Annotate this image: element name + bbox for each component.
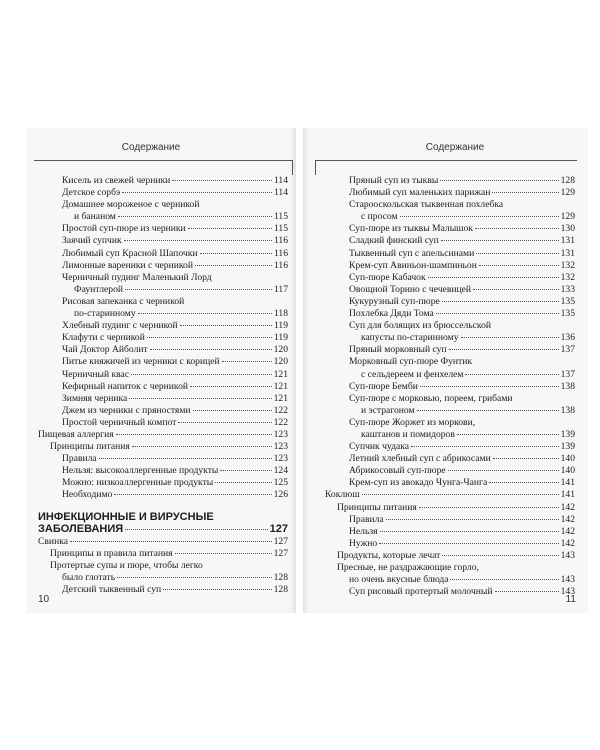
- toc-entry-title: Зимняя черника: [62, 392, 128, 404]
- dot-leader: [450, 579, 558, 580]
- dot-leader: [117, 577, 272, 578]
- toc-entry-title: Детский тыквенный суп: [62, 583, 162, 595]
- toc-entry[interactable]: [325, 356, 575, 380]
- toc-entry[interactable]: [38, 441, 288, 453]
- dot-leader: [195, 265, 272, 266]
- toc-entry-title: капусты по-старинному: [361, 332, 459, 344]
- toc-list: [325, 175, 575, 598]
- toc-page-number: 118: [273, 308, 288, 320]
- toc-page-number: 133: [560, 283, 575, 295]
- toc-entry[interactable]: [325, 393, 575, 417]
- toc-entry[interactable]: [38, 405, 288, 417]
- toc-page-number: 128: [273, 583, 288, 595]
- toc-entry-title: Пресные, не раздражающие горло,: [337, 562, 479, 573]
- toc-entry-title: Детское сорбэ: [62, 187, 121, 199]
- dot-leader: [118, 216, 272, 217]
- toc-entry-title: Лимонные вареники с черникой: [62, 259, 193, 271]
- toc-entry-title: Черничный пудинг Маленький Лорд: [62, 271, 212, 283]
- toc-entry-title: Принципы питания: [337, 501, 417, 513]
- toc-page-number: 135: [560, 308, 575, 320]
- section-gap: [38, 502, 288, 511]
- toc-entry[interactable]: [38, 175, 288, 187]
- toc-entry-title: Суп-пюре Кабачок: [349, 271, 426, 283]
- dot-leader: [147, 337, 272, 338]
- left-page: [26, 128, 296, 613]
- toc-entry-title: Заячий супчик: [62, 235, 122, 247]
- toc-page-number: 140: [560, 453, 575, 465]
- right-page: [303, 128, 588, 613]
- toc-entry[interactable]: [38, 381, 288, 393]
- toc-entry-title: и эстрагоном: [361, 404, 415, 416]
- dot-leader: [417, 410, 559, 411]
- toc-entry[interactable]: [325, 284, 575, 296]
- toc-entry-title: с просом: [361, 211, 398, 223]
- dot-leader: [188, 228, 272, 229]
- dot-leader: [440, 180, 558, 181]
- toc-entry-title: ИНФЕКЦИОННЫЕ И ВИРУСНЫЕ: [38, 510, 214, 523]
- toc-entry[interactable]: [38, 223, 288, 235]
- toc-entry[interactable]: [38, 548, 288, 560]
- toc-entry-title: Протертые супы и пюре, чтобы легко: [50, 559, 203, 571]
- toc-entry[interactable]: [38, 320, 288, 332]
- toc-entry[interactable]: [38, 393, 288, 405]
- toc-entry[interactable]: [325, 308, 575, 320]
- dot-leader: [172, 180, 272, 181]
- toc-entry[interactable]: [325, 187, 575, 199]
- toc-page-number: 127: [273, 535, 288, 547]
- toc-entry-title: Суп рисовый протертый молочный: [349, 586, 493, 598]
- toc-page-number: 139: [560, 441, 575, 453]
- dot-leader: [461, 337, 559, 338]
- toc-list: [38, 175, 288, 596]
- toc-page-number: 137: [560, 368, 575, 380]
- toc-page-number: 122: [273, 404, 288, 416]
- toc-page-number: 117: [273, 283, 288, 295]
- dot-leader: [492, 192, 558, 193]
- dot-leader: [428, 277, 559, 278]
- dot-leader: [150, 349, 272, 350]
- toc-entry[interactable]: [38, 536, 288, 548]
- toc-entry[interactable]: [38, 417, 288, 429]
- toc-page-number: 123: [273, 441, 288, 453]
- toc-entry-title: Принципы питания: [50, 441, 130, 453]
- toc-page-number: 127: [269, 523, 288, 536]
- dot-leader: [411, 446, 559, 447]
- toc-entry-title: Продукты, которые лечат: [337, 549, 441, 561]
- toc-entry-title: Сладкий финский суп: [349, 235, 439, 247]
- dot-leader: [489, 482, 558, 483]
- dot-leader: [449, 349, 559, 350]
- toc-entry-title: Простой черничный компот: [62, 416, 177, 428]
- running-head: Содержание: [425, 142, 485, 153]
- toc-entry-title: Нужно: [349, 537, 378, 549]
- toc-entry[interactable]: [325, 514, 575, 526]
- toc-entry[interactable]: [325, 586, 575, 598]
- toc-entry[interactable]: [38, 356, 288, 368]
- toc-entry-title: было глотать: [62, 571, 116, 583]
- toc-page-number: 130: [560, 223, 575, 235]
- toc-entry-title: Чай Доктор Айболит: [62, 344, 148, 356]
- dot-leader: [190, 386, 272, 387]
- toc-entry-title: Старооскольская тыквенная похлебка: [349, 199, 504, 211]
- toc-entry[interactable]: [38, 429, 288, 441]
- toc-page-number: 123: [273, 453, 288, 465]
- toc-entry[interactable]: [325, 199, 575, 223]
- dot-leader: [132, 446, 272, 447]
- toc-page-number: 131: [560, 235, 575, 247]
- toc-entry-title: Нельзя: высокоаллергенные продукты: [62, 465, 219, 477]
- toc-entry-title: Нельзя: [349, 525, 378, 537]
- toc-page-number: 114: [273, 187, 288, 199]
- toc-page-number: 115: [273, 211, 288, 223]
- toc-page-number: 137: [560, 344, 575, 356]
- toc-entry-title: Любимый суп Красной Шапочки: [62, 247, 198, 259]
- toc-entry[interactable]: [325, 235, 575, 247]
- toc-page-number: 135: [560, 295, 575, 307]
- toc-entry-title: Клафути с черникой: [62, 332, 145, 344]
- running-head: Содержание: [121, 142, 181, 153]
- dot-leader: [479, 265, 559, 266]
- toc-page-number: 122: [273, 416, 288, 428]
- toc-entry-title: но очень вкусные блюда: [349, 574, 449, 586]
- dot-leader: [380, 531, 559, 532]
- toc-page-number: 132: [560, 259, 575, 271]
- toc-page-number: 139: [560, 428, 575, 440]
- toc-page-number: 136: [560, 332, 575, 344]
- dot-leader: [400, 216, 559, 217]
- toc-page-number: 142: [560, 513, 575, 525]
- toc-entry-title: ЗАБОЛЕВАНИЯ: [38, 523, 124, 536]
- toc-entry-title: Овощной Торино с чечевицей: [349, 283, 472, 295]
- header-rule-tick: [292, 160, 293, 175]
- toc-page-number: 143: [560, 586, 575, 598]
- toc-entry-title: Коклюш: [325, 489, 360, 501]
- toc-entry[interactable]: [38, 344, 288, 356]
- toc-entry-title: Суп-пюре из тыквы Малышок: [349, 223, 473, 235]
- toc-page-number: 120: [273, 344, 288, 356]
- toc-entry[interactable]: [325, 502, 575, 514]
- dot-leader: [124, 240, 272, 241]
- dot-leader: [220, 470, 271, 471]
- toc-page-number: 131: [560, 247, 575, 259]
- dot-leader: [495, 591, 559, 592]
- toc-entry[interactable]: [325, 538, 575, 550]
- toc-entry-title: Пряный суп из тыквы: [349, 175, 439, 186]
- toc-entry[interactable]: [38, 465, 288, 477]
- dot-leader: [442, 555, 558, 556]
- toc-entry[interactable]: [325, 465, 575, 477]
- dot-leader: [70, 541, 272, 542]
- toc-entry[interactable]: [38, 235, 288, 247]
- toc-page-number: 114: [273, 175, 288, 186]
- toc-page-number: 142: [560, 537, 575, 549]
- toc-entry-title: Суп-пюре с морковью, пореем, грибами: [349, 392, 513, 404]
- dot-leader: [441, 240, 559, 241]
- dot-leader: [493, 458, 559, 459]
- toc-page-number: 142: [560, 501, 575, 513]
- toc-entry[interactable]: [325, 272, 575, 284]
- toc-page-number: 116: [273, 235, 288, 247]
- toc-entry[interactable]: [38, 260, 288, 272]
- dot-leader: [125, 529, 267, 530]
- toc-entry-title: с сельдереем и фенхелем: [361, 368, 464, 380]
- toc-entry[interactable]: [325, 248, 575, 260]
- toc-entry-title: Черничный квас: [62, 368, 130, 380]
- toc-entry[interactable]: [38, 296, 288, 320]
- toc-entry[interactable]: [38, 187, 288, 199]
- dot-leader: [476, 253, 558, 254]
- toc-page-number: 115: [273, 223, 288, 235]
- dot-leader: [129, 398, 271, 399]
- dot-leader: [138, 313, 272, 314]
- toc-entry[interactable]: [325, 526, 575, 538]
- toc-entry-title: Тыквенный суп с апельсинами: [349, 247, 475, 259]
- toc-entry[interactable]: [325, 441, 575, 453]
- toc-entry-title: по-старинному: [74, 308, 136, 320]
- toc-entry-title: Крем-суп из авокадо Чунга-Чанга: [349, 477, 488, 489]
- toc-entry-title: Можно: низкоаллергенные продукты: [62, 477, 214, 489]
- toc-entry[interactable]: [325, 489, 575, 501]
- dot-leader: [180, 325, 272, 326]
- dot-leader: [465, 374, 558, 375]
- dot-leader: [457, 434, 559, 435]
- dot-leader: [362, 494, 559, 495]
- toc-page-number: 123: [273, 428, 288, 440]
- toc-page-number: 121: [273, 368, 288, 380]
- toc-entry[interactable]: [38, 489, 288, 501]
- toc-page-number: 121: [273, 392, 288, 404]
- toc-entry-title: Правила: [62, 453, 97, 465]
- toc-entry[interactable]: [325, 550, 575, 562]
- toc-entry[interactable]: [325, 453, 575, 465]
- toc-entry[interactable]: [38, 560, 288, 584]
- toc-entry-title: и бананом: [74, 211, 116, 223]
- toc-page-number: 141: [560, 489, 575, 501]
- toc-entry[interactable]: [38, 453, 288, 465]
- dot-leader: [473, 289, 559, 290]
- toc-page-number: 120: [273, 356, 288, 368]
- toc-entry-title: Любимый суп маленьких парижан: [349, 187, 491, 199]
- dot-leader: [436, 313, 559, 314]
- toc-page-number: 121: [273, 380, 288, 392]
- dot-leader: [116, 434, 272, 435]
- toc-entry-title: Домашнее мороженое с черникой: [62, 199, 200, 211]
- toc-page-number: 129: [560, 211, 575, 223]
- header-rule-tick: [315, 160, 316, 175]
- dot-leader: [386, 519, 559, 520]
- toc-entry[interactable]: [325, 477, 575, 489]
- toc-page-number: 140: [560, 465, 575, 477]
- toc-entry-title: Пряный морковный суп: [349, 344, 447, 356]
- page-number: 10: [38, 594, 50, 605]
- toc-entry[interactable]: [325, 381, 575, 393]
- toc-page-number: 128: [560, 175, 575, 186]
- toc-entry-title: Джем из черники с пряностями: [62, 404, 191, 416]
- toc-page-number: 138: [560, 404, 575, 416]
- toc-entry-title: Суп для болящих из брюссельской: [349, 320, 492, 332]
- toc-entry[interactable]: [325, 562, 575, 586]
- toc-entry-title: Кефирный напиток с черникой: [62, 380, 189, 392]
- toc-page-number: 138: [560, 380, 575, 392]
- toc-entry[interactable]: [325, 344, 575, 356]
- toc-page-number: 129: [560, 187, 575, 199]
- toc-entry-title: Простой суп-пюре из черники: [62, 223, 186, 235]
- header-rule: [315, 160, 577, 161]
- toc-entry[interactable]: [325, 175, 575, 187]
- toc-entry-title: Фаунтлерой: [74, 283, 124, 295]
- toc-entry[interactable]: [38, 199, 288, 223]
- toc-entry-title: Питье княжичей из черники с корицей: [62, 356, 220, 368]
- toc-page-number: 125: [273, 477, 288, 489]
- dot-leader: [448, 470, 559, 471]
- toc-page-number: 116: [273, 259, 288, 271]
- toc-page-number: 127: [273, 547, 288, 559]
- dot-leader: [114, 494, 271, 495]
- toc-entry[interactable]: [325, 417, 575, 441]
- toc-entry[interactable]: [325, 223, 575, 235]
- toc-entry[interactable]: [38, 369, 288, 381]
- dot-leader: [475, 228, 559, 229]
- toc-page-number: 143: [560, 549, 575, 561]
- dot-leader: [222, 361, 272, 362]
- toc-entry[interactable]: [38, 332, 288, 344]
- toc-entry-title: Летний хлебный суп с абрикосами: [349, 453, 491, 465]
- toc-entry[interactable]: [325, 260, 575, 272]
- toc-entry-title: Суп-пюре Бемби: [349, 380, 418, 392]
- header-rule: [34, 160, 292, 161]
- toc-page-number: 124: [273, 465, 288, 477]
- toc-page-number: 132: [560, 271, 575, 283]
- toc-entry-title: Супчик чудака: [349, 441, 410, 453]
- toc-page-number: 142: [560, 525, 575, 537]
- toc-entry[interactable]: [38, 584, 288, 596]
- toc-entry-title: Похлебка Дяди Тома: [349, 308, 434, 320]
- dot-leader: [379, 543, 558, 544]
- toc-entry[interactable]: [325, 296, 575, 308]
- dot-leader: [122, 192, 272, 193]
- dot-leader: [420, 386, 559, 387]
- toc-entry[interactable]: [38, 248, 288, 260]
- toc-section-heading[interactable]: [38, 511, 288, 536]
- toc-entry-title: Необходимо: [62, 489, 113, 501]
- toc-page-number: 116: [273, 247, 288, 259]
- toc-page-number: 143: [560, 574, 575, 586]
- toc-page-number: 119: [273, 332, 288, 344]
- toc-entry-title: Принципы и правила питания: [50, 547, 173, 559]
- toc-entry[interactable]: [38, 272, 288, 296]
- dot-leader: [215, 482, 271, 483]
- dot-leader: [193, 410, 272, 411]
- toc-entry-title: Морковный суп-пюре Фунтик: [349, 356, 473, 368]
- toc-entry-title: Рисовая запеканка с черникой: [62, 295, 185, 307]
- toc-entry-title: Правила: [349, 513, 384, 525]
- toc-entry-title: Кукурузный суп-пюре: [349, 295, 440, 307]
- toc-page-number: 126: [273, 489, 288, 501]
- toc-page-number: 128: [273, 571, 288, 583]
- toc-entry[interactable]: [38, 477, 288, 489]
- toc-entry-title: Кисель из свежей черники: [62, 175, 171, 186]
- page-number: 11: [565, 594, 576, 605]
- dot-leader: [175, 553, 272, 554]
- toc-entry-title: Суп-пюре Жоржет из моркови,: [349, 416, 476, 428]
- dot-leader: [178, 422, 271, 423]
- dot-leader: [99, 458, 272, 459]
- toc-page-number: 141: [560, 477, 575, 489]
- dot-leader: [163, 589, 271, 590]
- toc-entry-title: Крем-суп Авиньон-шампиньон: [349, 259, 477, 271]
- toc-entry-title: Свинка: [38, 535, 68, 547]
- toc-entry-title: Пищевая аллергия: [38, 428, 114, 440]
- dot-leader: [200, 253, 272, 254]
- dot-leader: [442, 301, 559, 302]
- toc-entry-title: Хлебный пудинг с черникой: [62, 320, 178, 332]
- dot-leader: [419, 507, 559, 508]
- dot-leader: [131, 374, 272, 375]
- toc-entry-title: каштанов и помидоров: [361, 428, 455, 440]
- toc-entry-title: Абрикосовый суп-пюре: [349, 465, 446, 477]
- toc-page-number: 119: [273, 320, 288, 332]
- toc-entry[interactable]: [325, 320, 575, 344]
- dot-leader: [125, 289, 272, 290]
